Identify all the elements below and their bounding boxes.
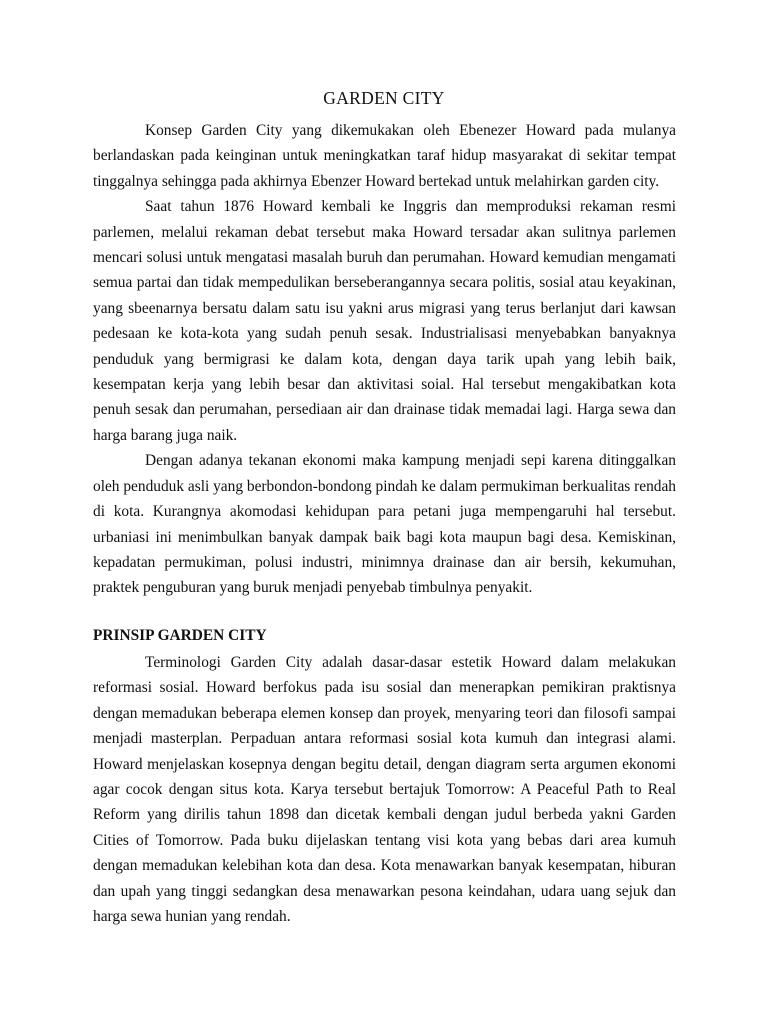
paragraph: Konsep Garden City yang dikemukakan oleh Ebenezer Howard pada mulanya berlandaskan pada keinginan untuk meningkatkan taraf hidup masyarakat di sekitar tempat tinggalnya sehingga pada akhirnya Ebenzer Howard bertekad untuk melahirkan garden city. bbox=[93, 122, 676, 190]
section-heading: PRINSIP GARDEN CITY bbox=[93, 627, 267, 644]
page-title: GARDEN CITY bbox=[323, 88, 445, 108]
paragraph: Dengan adanya tekanan ekonomi maka kampung menjadi sepi karena ditinggalkan oleh penduduk asli yang berbondon-bondong pindah ke dalam permukiman berkualitas rendah di kota. Kurangnya akomodasi kehidupan para petani juga mempengaruhi hal tersebut. urbaniasi ini menimbulkan banyak dampak baik bagi kota maupun bagi desa. Kemiskinan, kepadatan permukiman, polusi industri, minimnya drainase dan air bersih, kekumuhan, praktek penguburan yang buruk menjadi penyebab timbulnya penyakit. bbox=[93, 452, 676, 597]
intro-section bbox=[93, 118, 676, 601]
paragraph: Saat tahun 1876 Howard kembali ke Inggris dan memproduksi rekaman resmi parlemen, melalui rekaman debat tersebut maka Howard tersadar akan sulitnya parlemen mencari solusi untuk mengatasi masalah buruh dan perumahan. Howard kemudian mengamati semua partai dan tidak mempedulikan berseberangannya secara politis, sosial atau keyakinan, yang sbeenarnya bersatu dalam satu isu yakni arus migrasi yang terus berlanjut dari kawsan pedesaan ke kota-kota yang sudah penuh sesak. Industrialisasi menyebabkan banyaknya penduduk yang bermigrasi ke dalam kota, dengan daya tarik upah yang lebih baik, kesempatan kerja yang lebih besar dan aktivitasi soial. Hal tersebut mengakibatkan kota penuh sesak dan perumahan, persediaan air dan drainase tidak memadai lagi. Harga sewa dan harga barang juga naik. bbox=[93, 198, 676, 444]
paragraph: Terminologi Garden City adalah dasar-dasar estetik Howard dalam melakukan reformasi sosial. Howard berfokus pada isu sosial dan menerapkan pemikiran praktisnya dengan memadukan beberapa elemen konsep dan proyek, menyaring teori dan filosofi sampai menjadi masterplan. Perpaduan antara reformasi sosial kota kumuh dan integrasi alami. Howard menjelaskan kosepnya dengan begitu detail, dengan diagram serta argumen ekonomi agar cocok dengan situs kota. Karya tersebut bertajuk Tomorrow: A Peaceful Path to Real Reform yang dirilis tahun 1898 dan dicetak kembali dengan judul berbeda yakni Garden Cities of Tomorrow. Pada buku dijelaskan tentang visi kota yang bebas dari area kumuh dengan memadukan kelebihan kota dan desa. Kota menawarkan banyak kesempatan, hiburan dan upah yang tinggi sedangkan desa menawarkan pesona keindahan, udara uang sejuk dan harga sewa hunian yang rendah. bbox=[93, 654, 676, 926]
principles-section bbox=[93, 650, 676, 929]
